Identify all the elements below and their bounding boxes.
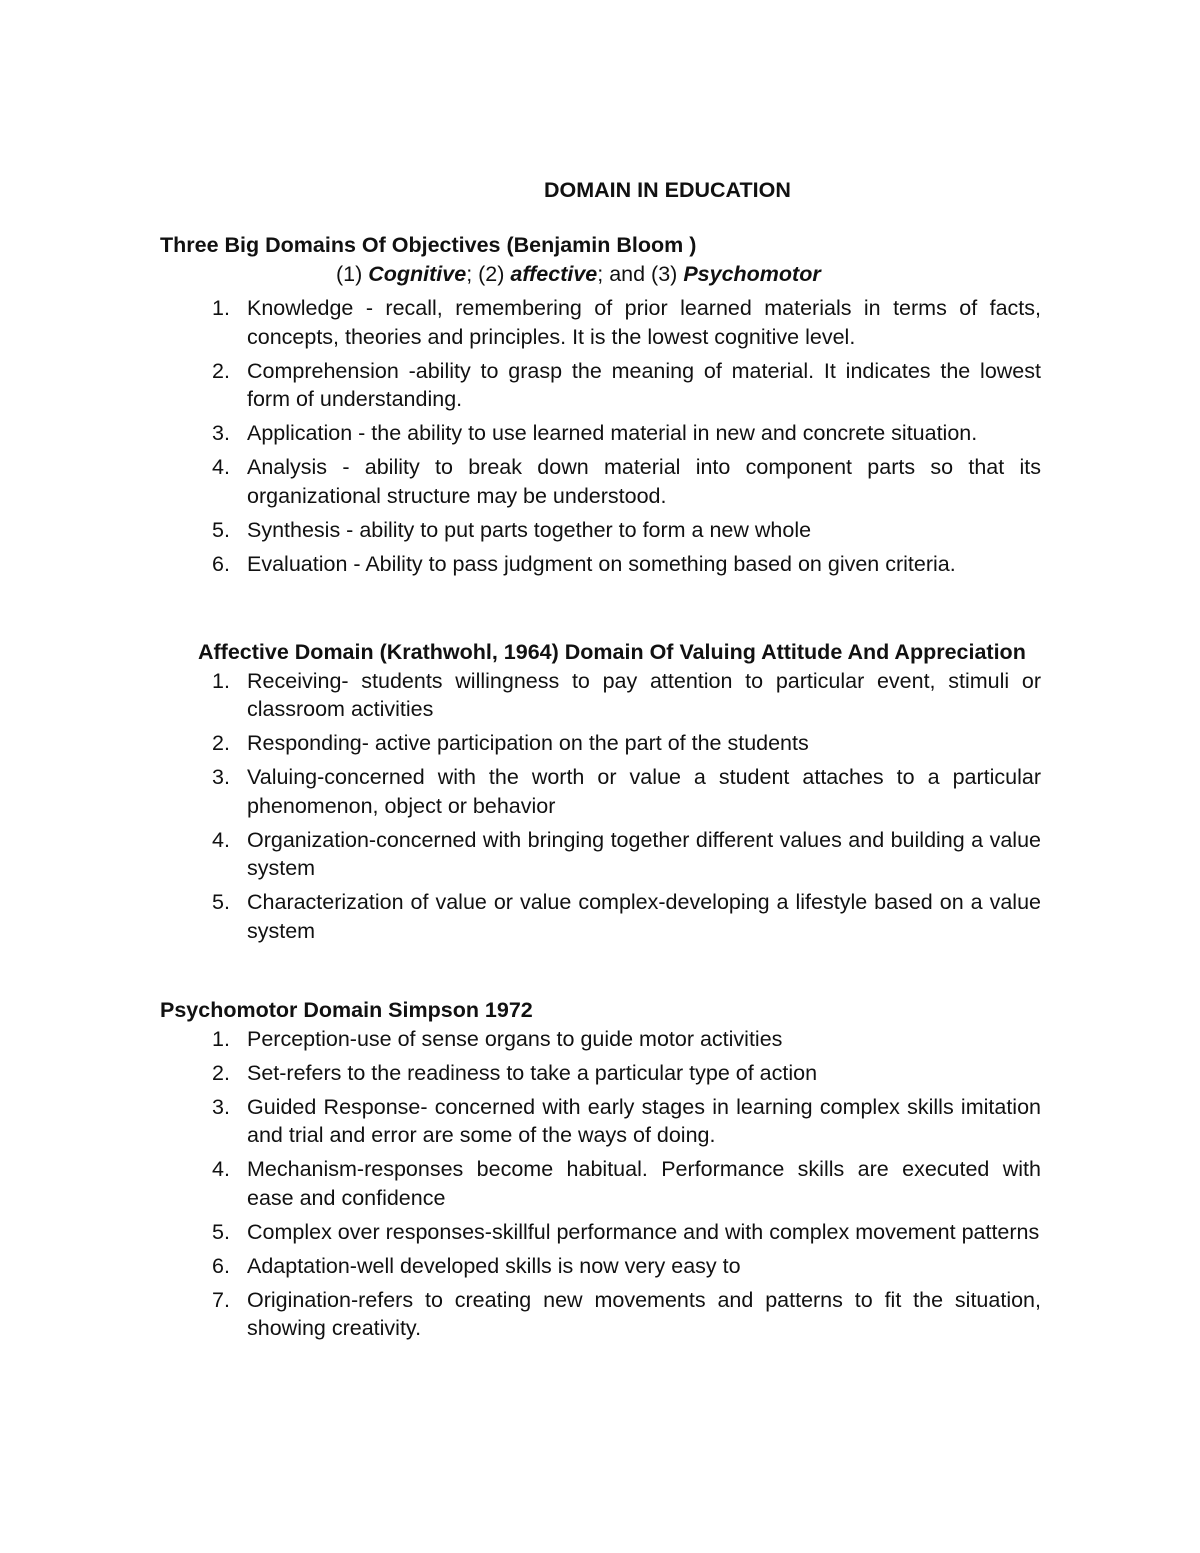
list-item-number: 1. — [212, 668, 230, 693]
list-item — [143, 763, 1053, 820]
cognitive-list — [143, 294, 1053, 578]
cognitive-heading: Three Big Domains Of Objectives (Benjamin Bloom ) — [160, 233, 697, 257]
list-item-number: 3. — [212, 1094, 230, 1119]
list-item-text: Complex over responses-skillful performance and with complex movement patterns — [247, 1219, 1040, 1244]
list-item — [143, 1218, 1053, 1247]
list-item-number: 3. — [212, 421, 230, 445]
list-item-text: Guided Response- concerned with early stages in learning complex skills imitation and trial and error are some of the ways of doing. — [247, 1094, 1041, 1147]
list-item-text: Valuing-concerned with the worth or value a student attaches to a particular phenomenon, object or behavior — [247, 765, 1041, 818]
list-item-number: 2. — [212, 358, 230, 383]
list-item-number: 1. — [212, 1026, 230, 1051]
list-item — [143, 516, 1053, 545]
list-item-text: Perception-use of sense organs to guide motor activities — [247, 1026, 783, 1051]
list-item-text: Responding- active participation on the part of the students — [247, 731, 809, 755]
subtitle-separator-1: ; (2) — [466, 261, 511, 286]
list-item — [143, 453, 1053, 510]
list-item-text: Adaptation-well developed skills is now very easy to — [247, 1253, 741, 1278]
list-item-number: 4. — [212, 455, 230, 479]
cognitive-section — [143, 231, 1053, 584]
list-item — [143, 550, 1053, 579]
list-item — [143, 826, 1053, 883]
list-item-text: Analysis - ability to break down material into component parts so that its organizational structure may be understood. — [247, 455, 1041, 508]
list-item-text: Set-refers to the readiness to take a particular type of action — [247, 1060, 818, 1085]
subtitle-psychomotor: Psychomotor — [683, 261, 821, 286]
list-item-text: Characterization of value or value complex-developing a lifestyle based on a value system — [247, 890, 1041, 943]
list-item-number: 4. — [212, 827, 230, 852]
psychomotor-heading: Psychomotor Domain Simpson 1972 — [160, 998, 533, 1022]
list-item-number: 5. — [212, 1219, 230, 1244]
list-item — [143, 1093, 1053, 1150]
list-item — [143, 1286, 1053, 1343]
list-item — [143, 667, 1053, 724]
affective-list — [143, 667, 1053, 946]
list-item-text: Comprehension -ability to grasp the meaning of material. It indicates the lowest form of understanding. — [247, 358, 1041, 411]
list-item — [143, 294, 1053, 351]
list-item — [143, 419, 1053, 448]
list-item-text: Mechanism-responses become habitual. Performance skills are executed with ease and confidence — [247, 1157, 1041, 1210]
list-item — [143, 1155, 1053, 1212]
subtitle-number-1: (1) — [336, 261, 369, 286]
list-item — [143, 1252, 1053, 1281]
list-item — [143, 888, 1053, 945]
subtitle-affective: affective — [510, 261, 598, 286]
list-item — [143, 357, 1053, 414]
list-item-number: 4. — [212, 1157, 230, 1181]
psychomotor-section — [143, 996, 1053, 1348]
list-item-text: Application - the ability to use learned material in new and concrete situation. — [247, 421, 978, 445]
list-item-text: Receiving- students willingness to pay attention to particular event, stimuli or classroom activities — [247, 668, 1041, 721]
list-item-text: Origination-refers to creating new movements and patterns to fit the situation, showing creativity. — [247, 1287, 1041, 1340]
domains-subtitle — [143, 260, 1053, 289]
list-item-number: 6. — [212, 551, 230, 576]
affective-heading: Affective Domain (Krathwohl, 1964) Domain Of Valuing Attitude And Appreciation — [198, 640, 1026, 664]
list-item-number: 6. — [212, 1253, 230, 1278]
list-item-number: 1. — [212, 296, 230, 320]
document-title: DOMAIN IN EDUCATION — [544, 178, 791, 202]
list-item — [143, 1025, 1053, 1054]
list-item-text: Synthesis - ability to put parts together to form a new whole — [247, 517, 812, 542]
list-item-number: 7. — [212, 1287, 230, 1312]
list-item-number: 2. — [212, 1060, 230, 1085]
subtitle-cognitive: Cognitive — [368, 261, 467, 286]
psychomotor-list — [143, 1025, 1053, 1343]
list-item-text: Organization-concerned with bringing together different values and building a value system — [247, 827, 1041, 880]
list-item-number: 5. — [212, 890, 230, 914]
list-item — [143, 729, 1053, 758]
list-item-text: Evaluation - Ability to pass judgment on something based on given criteria. — [247, 551, 956, 576]
list-item — [143, 1059, 1053, 1088]
list-item-number: 3. — [212, 765, 230, 789]
list-item-number: 5. — [212, 517, 230, 542]
affective-section — [143, 638, 1053, 951]
subtitle-separator-2: ; and (3) — [597, 261, 684, 286]
list-item-number: 2. — [212, 731, 230, 755]
list-item-text: Knowledge - recall, remembering of prior learned materials in terms of facts, concepts, theories and principles. It is the lowest cognitive level. — [247, 296, 1041, 349]
